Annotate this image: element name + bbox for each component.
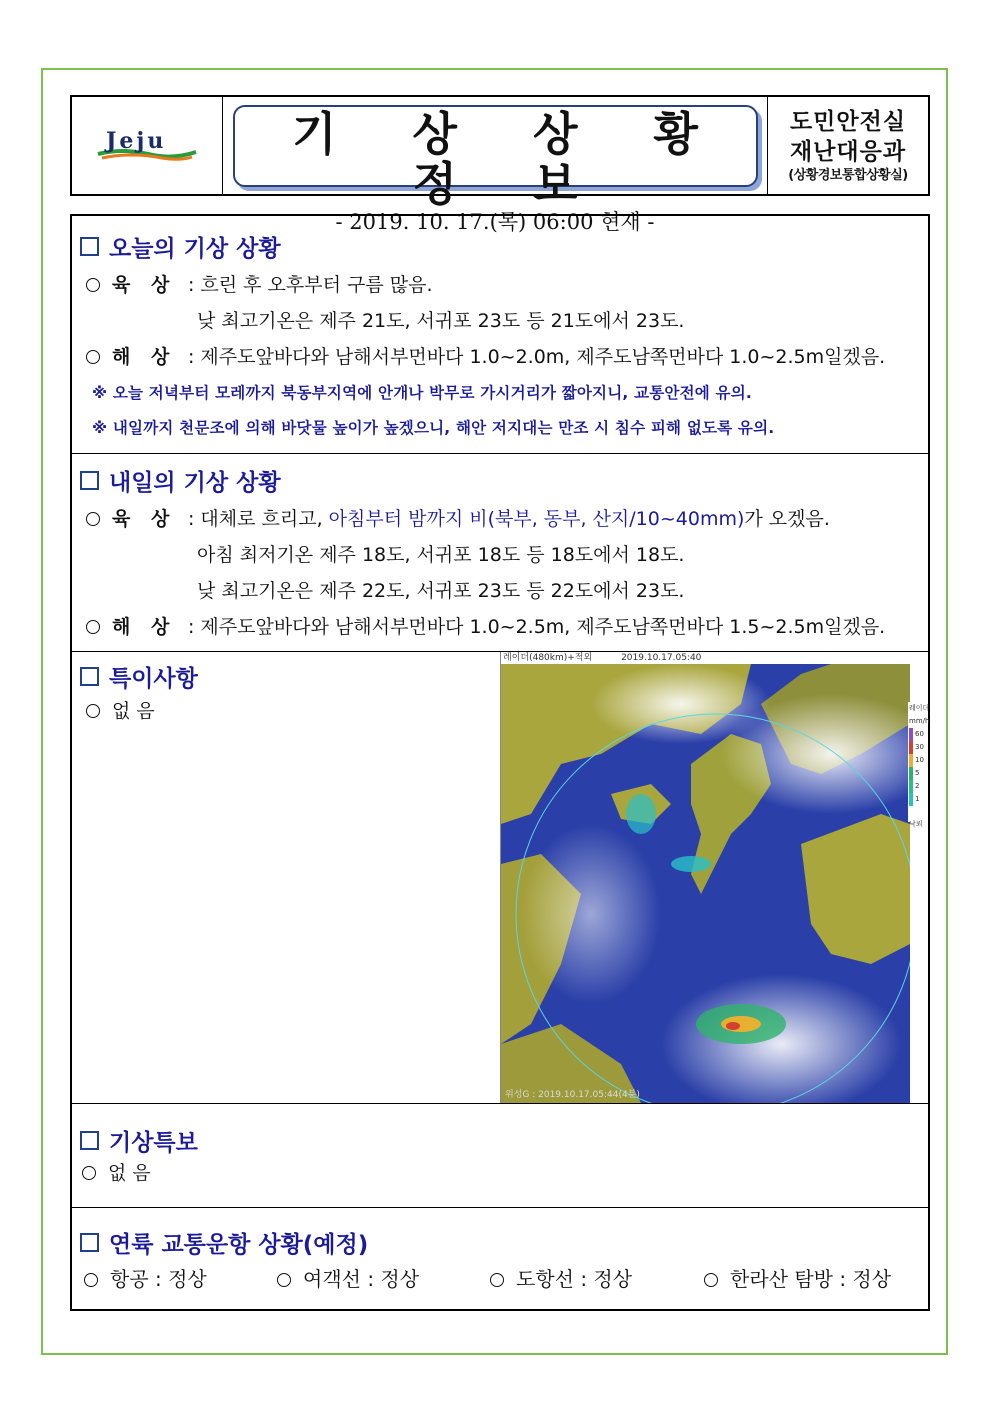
division-name: 재난대응과 (789, 138, 907, 165)
section-heading (80, 1124, 198, 1157)
tomorrow-land-text-a: 대체로 흐리고, (200, 508, 329, 530)
checkbox-icon (80, 1233, 99, 1252)
legend-value: 10 (909, 754, 931, 767)
circle-bullet-icon (277, 1273, 291, 1287)
jeju-logo (92, 124, 202, 168)
radar-caption: 레이더(480km)+적외 (503, 653, 593, 663)
section-heading (80, 230, 281, 263)
land-label: 육 상 (112, 274, 177, 296)
radar-map (501, 664, 910, 1103)
section-today (72, 216, 928, 454)
circle-bullet-icon (82, 1166, 96, 1180)
section-traffic (72, 1208, 928, 1311)
warning-item-text: 없 음 (108, 1162, 151, 1184)
title-box (233, 105, 758, 234)
circle-bullet-icon (86, 350, 100, 364)
special-item (86, 698, 155, 724)
traffic-item-ferry (277, 1266, 419, 1292)
today-sea-row: 해 상 : 제주도앞바다와 남해서부먼바다 1.0~2.0m, 제주도남쪽먼바다 1.0~2.5m일겠음. (86, 344, 885, 370)
tomorrow-max-temp: 낮 최고기온은 제주 22도, 서귀포 23도 등 22도에서 23도. (197, 580, 685, 602)
legend-unit: mm/h (909, 717, 930, 725)
report-datetime: - 2019. 10. 17.(목) 06:00 현재 - (335, 209, 655, 234)
department-cell (767, 97, 928, 194)
legend-value: 30 (909, 741, 931, 754)
logo-cell (72, 97, 223, 194)
circle-bullet-icon (84, 1273, 98, 1287)
section-title-today: 오늘의 기상 상황 (109, 236, 281, 262)
report-body (70, 214, 930, 1311)
legend-lightning: 낙뢰 (909, 820, 923, 828)
circle-bullet-icon (704, 1273, 718, 1287)
sea-label: 해 상 (112, 346, 177, 368)
satellite-caption: 위성G : 2019.10.17.05:44(4분) (505, 1090, 640, 1100)
section-heading (80, 1226, 368, 1259)
traffic-air-status: 항공 : 정상 (110, 1267, 207, 1291)
checkbox-icon (80, 667, 99, 686)
section-warning (72, 1104, 928, 1208)
radar-header (501, 652, 910, 664)
today-sea-text: 제주도앞바다와 남해서부먼바다 1.0~2.0m, 제주도남쪽먼바다 1.0~2.5m일겠음. (200, 346, 886, 368)
section-tomorrow (72, 454, 928, 652)
legend-value: 60 (909, 728, 931, 741)
traffic-hallasan-status: 한라산 탐방 : 정상 (730, 1267, 892, 1291)
radar-legend (909, 702, 931, 831)
traffic-item-air (84, 1266, 207, 1292)
legend-value: 2 (909, 780, 931, 793)
traffic-island-ferry-status: 도항선 : 정상 (516, 1267, 633, 1291)
circle-bullet-icon (86, 278, 100, 292)
page-title: 기 상 상 황 정 보 (292, 106, 728, 211)
tomorrow-sea-text: 제주도앞바다와 남해서부먼바다 1.0~2.5m, 제주도남쪽먼바다 1.5~2.5m일겠음. (200, 616, 886, 638)
today-note-fog: ※ 오늘 저녁부터 모레까지 북동부지역에 안개나 박무로 가시거리가 짧아지니, 교통안전에 유의. (92, 384, 752, 402)
legend-value: 5 (909, 767, 931, 780)
department-name: 도민안전실 (789, 108, 907, 135)
checkbox-icon (80, 471, 99, 490)
legend-value: 1 (909, 793, 931, 806)
circle-bullet-icon (86, 620, 100, 634)
checkbox-icon (80, 237, 99, 256)
title-cell (223, 97, 767, 234)
circle-bullet-icon (490, 1273, 504, 1287)
section-title-special: 특이사항 (109, 666, 198, 692)
tomorrow-min-temp: 아침 최저기온 제주 18도, 서귀포 18도 등 18도에서 18도. (197, 544, 685, 566)
checkbox-icon (80, 1131, 99, 1150)
traffic-ferry-status: 여객선 : 정상 (303, 1267, 420, 1291)
section-title-warning: 기상특보 (109, 1130, 198, 1156)
office-name: (상황경보통합상황실) (788, 167, 908, 183)
circle-bullet-icon (86, 512, 100, 526)
traffic-item-island-ferry (490, 1266, 632, 1292)
land-label: 육 상 (112, 508, 177, 530)
tomorrow-land-text-c: 가 오겠음. (744, 508, 830, 530)
traffic-item-hallasan (704, 1266, 891, 1292)
section-heading (80, 660, 198, 693)
radar-image (500, 652, 930, 1103)
warning-item (82, 1160, 151, 1186)
section-title-traffic: 연륙 교통운항 상황(예정) (109, 1232, 369, 1258)
circle-bullet-icon (86, 704, 100, 718)
section-special (72, 652, 928, 1104)
today-land-temp: 낮 최고기온은 제주 21도, 서귀포 23도 등 21도에서 23도. (197, 310, 685, 332)
tomorrow-land-row: 육 상 : 대체로 흐리고, 아침부터 밤까지 비(북부, 동부, 산지/10~40mm)가 오겠음. (86, 506, 830, 532)
today-land-row: 육 상 : 흐린 후 오후부터 구름 많음. (86, 272, 433, 298)
legend-title: 레이더 (909, 704, 930, 712)
header (70, 95, 930, 234)
today-note-tide: ※ 내일까지 천문조에 의해 바닷물 높이가 높겠으니, 해안 저지대는 만조 시 침수 피해 없도록 유의. (92, 419, 775, 437)
section-title-tomorrow: 내일의 기상 상황 (109, 470, 281, 496)
svg-text:Jeju: Jeju (106, 127, 167, 154)
tomorrow-sea-row: 해 상 : 제주도앞바다와 남해서부먼바다 1.0~2.5m, 제주도남쪽먼바다 1.5~2.5m일겠음. (86, 614, 885, 640)
today-land-text: 흐린 후 오후부터 구름 많음. (200, 274, 433, 296)
special-item-text: 없 음 (112, 700, 155, 722)
section-heading (80, 464, 281, 497)
radar-time: 2019.10.17.05:40 (621, 653, 702, 663)
tomorrow-rain-highlight: 아침부터 밤까지 비(북부, 동부, 산지/10~40mm) (328, 508, 745, 530)
sea-label: 해 상 (112, 616, 177, 638)
